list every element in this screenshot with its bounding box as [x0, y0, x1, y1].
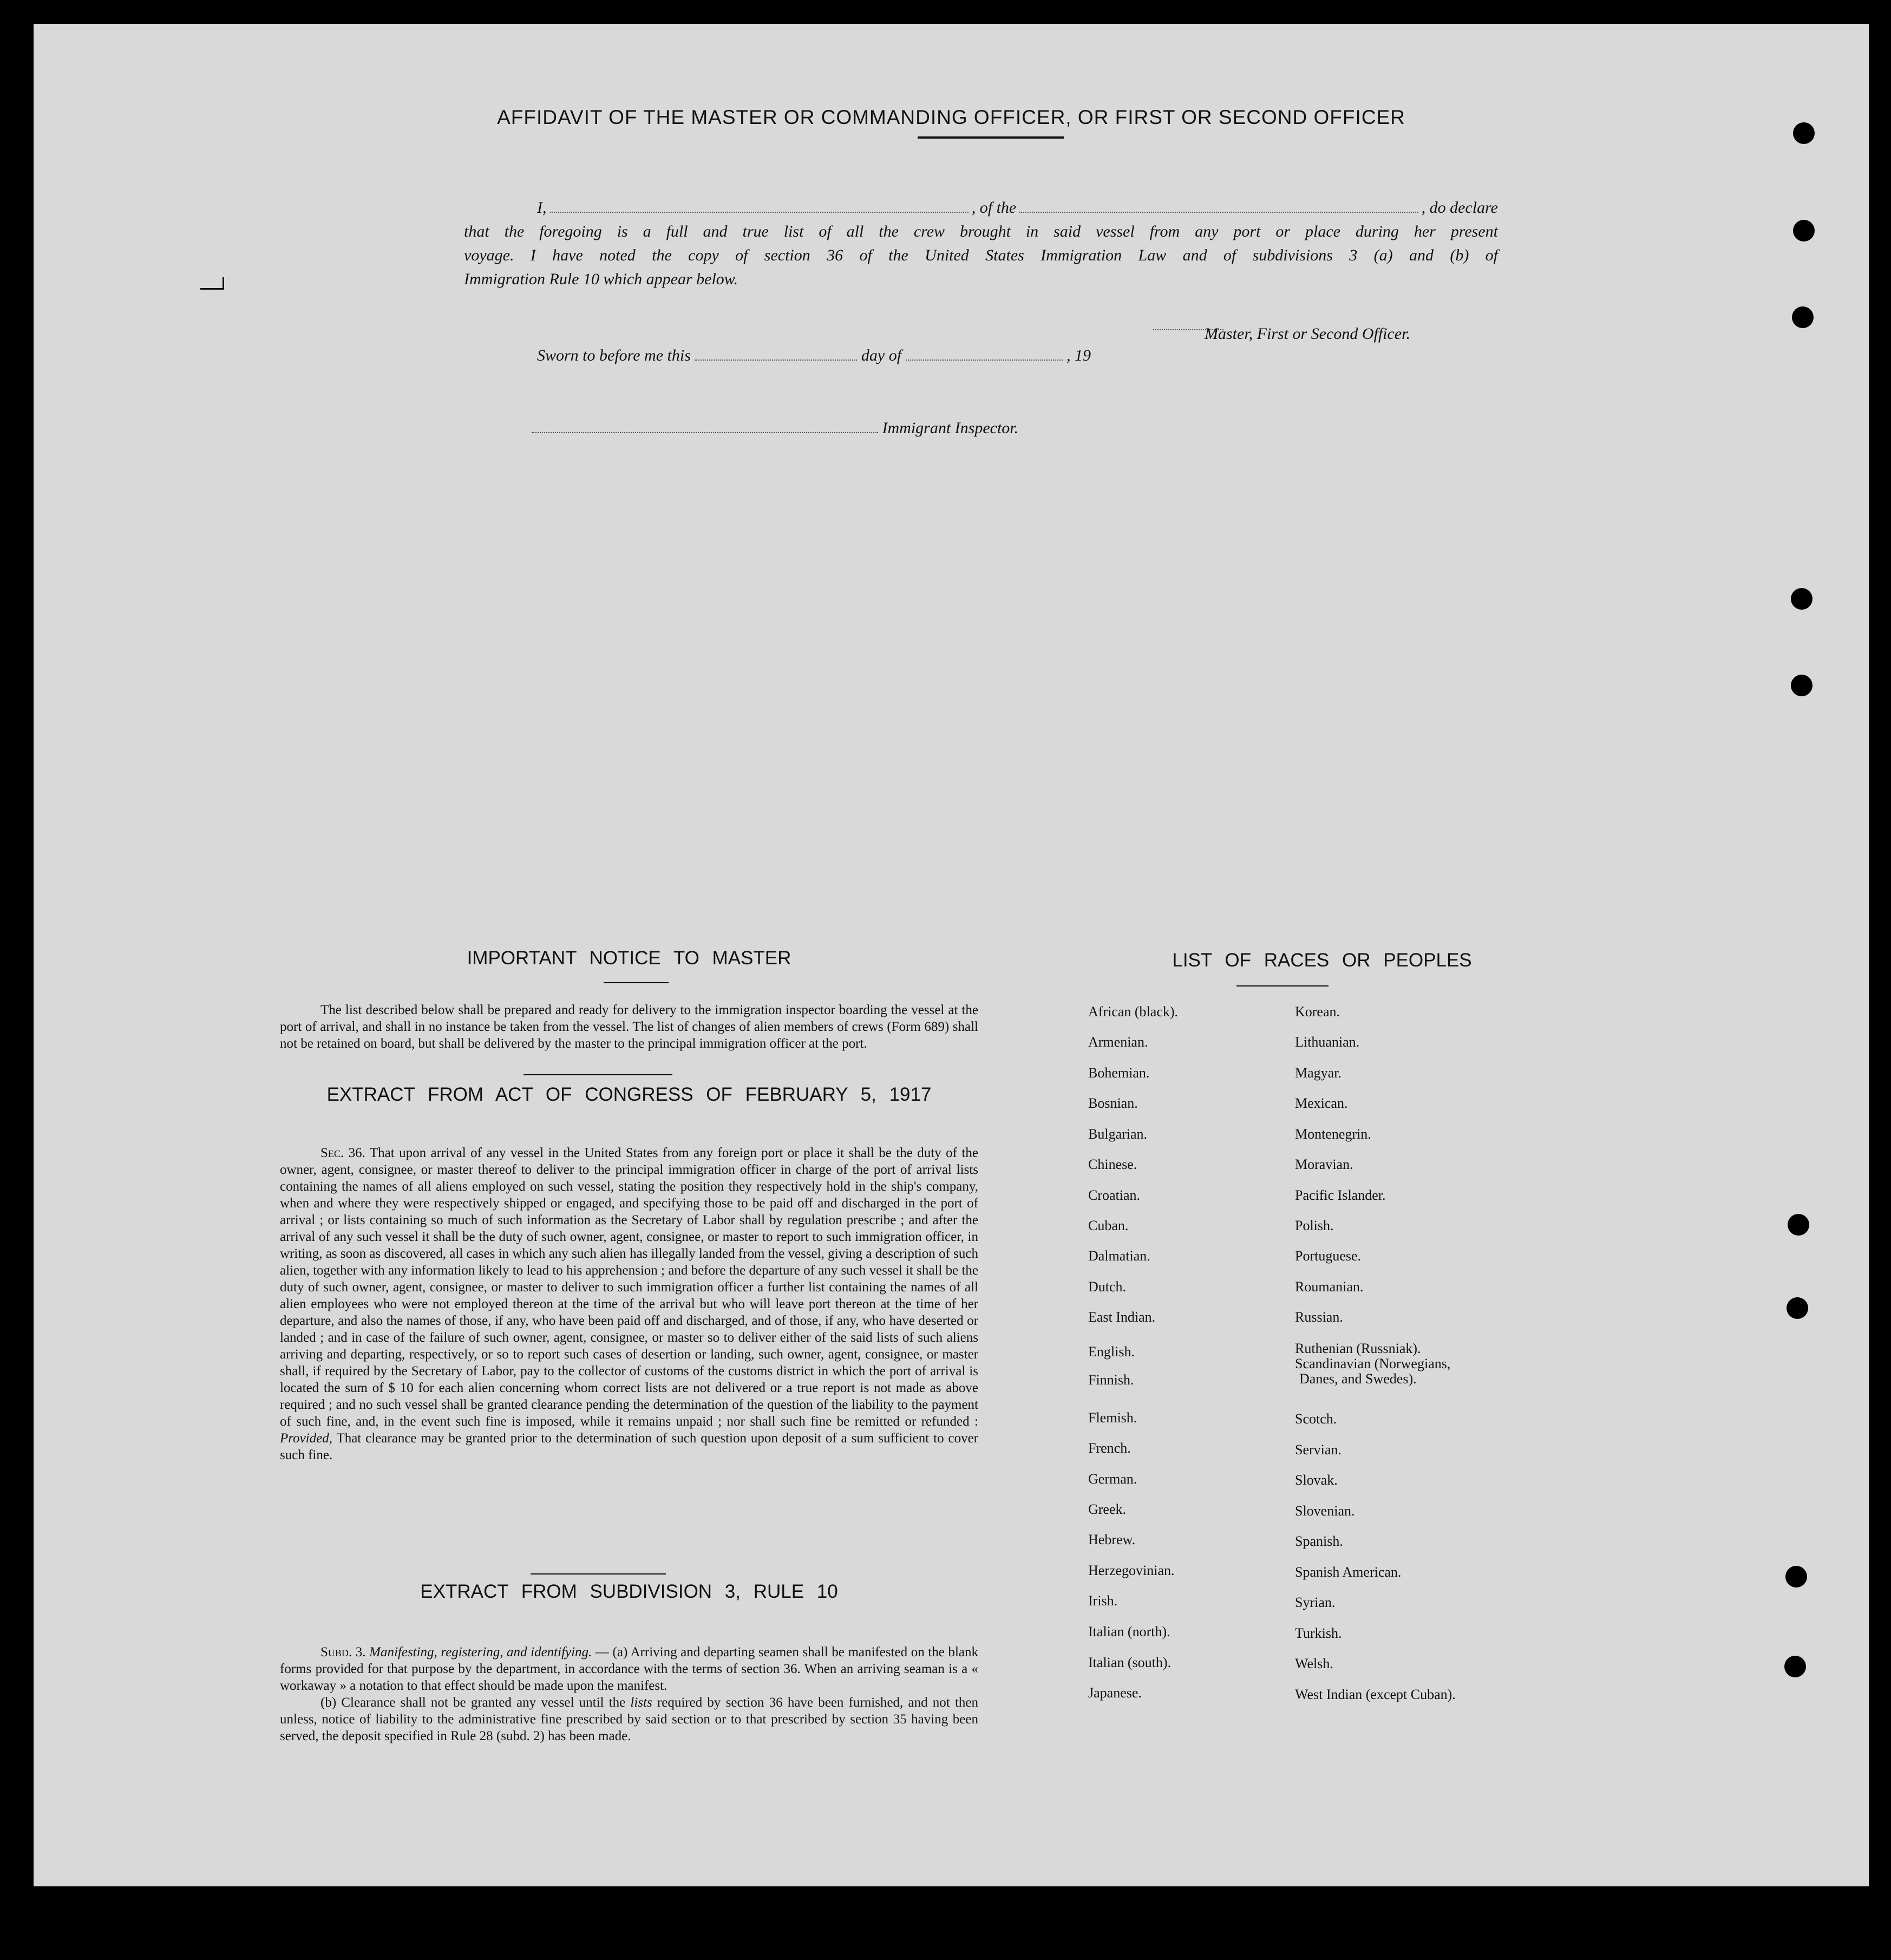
act-extract-paragraph [280, 1145, 978, 1464]
subdivision-label: Subd. 3. [320, 1645, 366, 1660]
declarant-name-field[interactable] [550, 199, 969, 213]
race-item: Chinese. [1088, 1157, 1137, 1172]
notice-text: The list described below shall be prepared and ready for delivery to the immigration inspector boarding the vessel at the port of arrival, and shall in no instance be taken from the vessel. The list of changes of alien members of crews (Form 689) shall not be retained on board, but shall be delivered by the master to the principal immigration officer at the port. [280, 1003, 978, 1051]
race-item: Armenian. [1088, 1034, 1148, 1050]
punch-hole [1787, 1297, 1808, 1319]
declaration-line-4: Immigration Rule 10 which appear below. [464, 270, 738, 288]
punch-hole [1793, 122, 1815, 144]
race-item: Turkish. [1295, 1625, 1342, 1641]
notice-text-block [280, 1002, 978, 1052]
race-item: Magyar. [1295, 1065, 1342, 1081]
paragraph-b-end: required by section 36 have been furnished, and not then unless, notice of liability to the administrative fine prescribed by said section or to that prescribed by section 35 having been served, the deposit specified in Rule 28 (subd. 2) has been made. [280, 1695, 978, 1743]
race-item: Scotch. [1295, 1411, 1337, 1427]
race-item: Slovak. [1295, 1472, 1338, 1488]
race-item: Scandinavian (Norwegians, [1295, 1356, 1451, 1371]
document-page [34, 24, 1869, 1886]
race-item: Ruthenian (Russniak). [1295, 1341, 1421, 1356]
race-item: Finnish. [1088, 1372, 1134, 1388]
sworn-day-field[interactable] [695, 348, 857, 361]
vessel-name-field[interactable] [1019, 199, 1418, 213]
race-item: Herzegovinian. [1088, 1563, 1175, 1578]
race-item: African (black). [1088, 1004, 1179, 1020]
inspector-signature-field[interactable] [532, 420, 878, 433]
section-label: Sec. 36. [320, 1146, 365, 1160]
punch-hole [1784, 1656, 1806, 1677]
punch-hole [1792, 306, 1814, 328]
race-item: Russian. [1295, 1309, 1343, 1325]
race-item: German. [1088, 1471, 1137, 1487]
race-item: Mexican. [1295, 1095, 1348, 1111]
paragraph-a-text: Arriving and departing seamen shall be manifested on the blank forms provided for that purpose by the department, in accordance with the terms of section 36. When an arriving seaman is a « workaway » a notation to that effect should be made upon the manifest. [280, 1645, 978, 1693]
paragraph-b-start: Clearance shall not be granted any vessel until the [341, 1695, 626, 1710]
paragraph-a-marker: — (a) [595, 1645, 628, 1660]
race-item: Bohemian. [1088, 1065, 1150, 1081]
margin-mark [223, 277, 224, 289]
races-title: LIST OF RACES OR PEOPLES [1172, 950, 1472, 971]
race-item: Moravian. [1295, 1157, 1353, 1172]
race-item: Roumanian. [1295, 1279, 1364, 1295]
paragraph-b-marker: (b) [320, 1695, 337, 1710]
rule-paragraph-b [280, 1694, 978, 1745]
vessel-prefix: , of the [971, 199, 1017, 217]
sworn-prefix: Sworn to before me this [537, 347, 691, 364]
race-item: Pacific Islander. [1295, 1187, 1386, 1203]
provided-label: Provided, [280, 1431, 332, 1446]
race-item: French. [1088, 1440, 1131, 1456]
punch-hole [1791, 588, 1813, 610]
race-item: Portuguese. [1295, 1248, 1362, 1264]
inspector-label: Immigrant Inspector. [882, 419, 1019, 437]
affidavit-declaration [464, 196, 1498, 291]
race-item: Italian (north). [1088, 1624, 1170, 1639]
race-item: Italian (south). [1088, 1655, 1172, 1670]
affidavit-title: AFFIDAVIT OF THE MASTER OR COMMANDING OFFICER, OR FIRST OR SECOND OFFICER [497, 106, 1405, 128]
subdivision-heading: Manifesting, registering, and identifying. [369, 1645, 592, 1660]
race-item: Cuban. [1088, 1218, 1129, 1233]
race-item: Servian. [1295, 1442, 1342, 1458]
rule-extract-title: EXTRACT FROM SUBDIVISION 3, RULE 10 [420, 1581, 838, 1602]
race-item: Japanese. [1088, 1685, 1142, 1701]
inspector-line [532, 419, 1018, 437]
race-item: Irish. [1088, 1593, 1118, 1609]
race-item: Flemish. [1088, 1410, 1137, 1426]
race-item: Spanish. [1295, 1533, 1343, 1549]
notice-title: IMPORTANT NOTICE TO MASTER [467, 948, 791, 969]
declarant-prefix: I, [537, 199, 547, 217]
declaration-line-3: voyage. I have noted the copy of section 36 of the United States Immigration Law and of subdivisions 3 (a) and (b) of [464, 246, 1498, 264]
race-item: East Indian. [1088, 1309, 1156, 1325]
margin-mark [200, 288, 224, 290]
rule-paragraph-a [280, 1644, 978, 1694]
sworn-year: , 19 [1066, 347, 1091, 364]
act-extract-text: That upon arrival of any vessel in the United States from any foreign port or place it shall be the duty of the owner, agent, consignee, or master thereof to deliver to the principal immigration officer in charge of the port of arrival lists containing the names of all aliens employed on such vessel, stating the position they respectively hold in the ship's company, when and where they were respectively shipped or engaged, and specifying those to be paid off and discharged in the port of arrival ; or lists containing so much of such information as the Secretary of Labor shall by regulation prescribe ; and after the arrival of any such vessel it shall be the duty of such owner, agent, consignee, or master to report to such immigration officer, in writing, as soon as discovered, all cases in which any such alien has illegally landed from the vessel, giving a description of such alien, together with any information likely to lead to his apprehension ; and before the departure of any such vessel it shall be the duty of such owner, agent, consignee, or master to deliver to such immigration officer a further list containing the names of all alien employees who were not employed thereon at the time of the arrival but who will leave port thereon at the time of her departure, and also the names of those, if any, who have been paid off and discharged, and of those, if any, who have deserted or landed ; and in case of the failure of such owner, agent, consignee, or master so to deliver either of the said lists of such aliens arriving and departing, respectively, or so to report such cases of desertion or landing, such owner, agent, consignee, or master shall, if required by the Secretary of Labor, pay to the collector of customs of the customs district in which the port of arrival is located the sum of $ 10 for each alien concerning whom correct lists are not delivered or a true report is not made as above required ; and no such vessel shall be granted clearance pending the determination of the question of the liability to the payment of such fine, and, in the event such fine is imposed, while it remains unpaid ; nor shall such fine be remitted or refunded : [280, 1146, 978, 1429]
race-item: Polish. [1295, 1218, 1334, 1233]
race-item: Bosnian. [1088, 1095, 1138, 1111]
races-rule [1236, 985, 1329, 986]
rule-extract-text-block [280, 1644, 978, 1745]
notice-divider [524, 1074, 672, 1075]
race-item: Dutch. [1088, 1279, 1127, 1295]
sworn-month-field[interactable] [906, 348, 1063, 361]
punch-hole [1793, 220, 1815, 241]
punch-hole [1785, 1566, 1807, 1587]
sworn-line [537, 347, 1091, 365]
act-extract-text-end: That clearance may be granted prior to the determination of such question upon deposit of a sum sufficient to cover such fine. [280, 1431, 978, 1462]
master-signature-label: Master, First or Second Officer. [1205, 325, 1410, 343]
punch-hole [1788, 1214, 1809, 1236]
race-item: Korean. [1295, 1004, 1340, 1020]
act-extract-text-block [280, 1145, 978, 1464]
punch-hole [1791, 675, 1813, 696]
race-item: Lithuanian. [1295, 1034, 1360, 1050]
race-item: Dalmatian. [1088, 1248, 1150, 1264]
race-item: Danes, and Swedes). [1299, 1371, 1417, 1387]
race-item: West Indian (except Cuban). [1295, 1687, 1456, 1702]
race-item: Bulgarian. [1088, 1126, 1148, 1142]
race-item: Greek. [1088, 1501, 1127, 1517]
act-extract-title: EXTRACT FROM ACT OF CONGRESS OF FEBRUARY 5, 1917 [326, 1084, 932, 1105]
race-item: Croatian. [1088, 1187, 1141, 1203]
race-item: Spanish American. [1295, 1564, 1402, 1580]
act-divider [531, 1573, 666, 1574]
declare-suffix: , do declare [1421, 199, 1498, 217]
race-item: Hebrew. [1088, 1532, 1136, 1547]
sworn-day-of: day of [861, 347, 902, 364]
paragraph-b-lists: lists [630, 1695, 652, 1710]
race-item: Slovenian. [1295, 1503, 1355, 1519]
race-item: Syrian. [1295, 1595, 1336, 1610]
race-item: Montenegrin. [1295, 1126, 1371, 1142]
notice-rule [604, 982, 669, 983]
race-item: English. [1088, 1344, 1135, 1360]
race-item: Welsh. [1295, 1656, 1333, 1671]
title-underline [918, 136, 1064, 139]
declaration-line-2: that the foregoing is a full and true list of all the crew brought in said vessel from any port or place during her present [464, 223, 1498, 240]
